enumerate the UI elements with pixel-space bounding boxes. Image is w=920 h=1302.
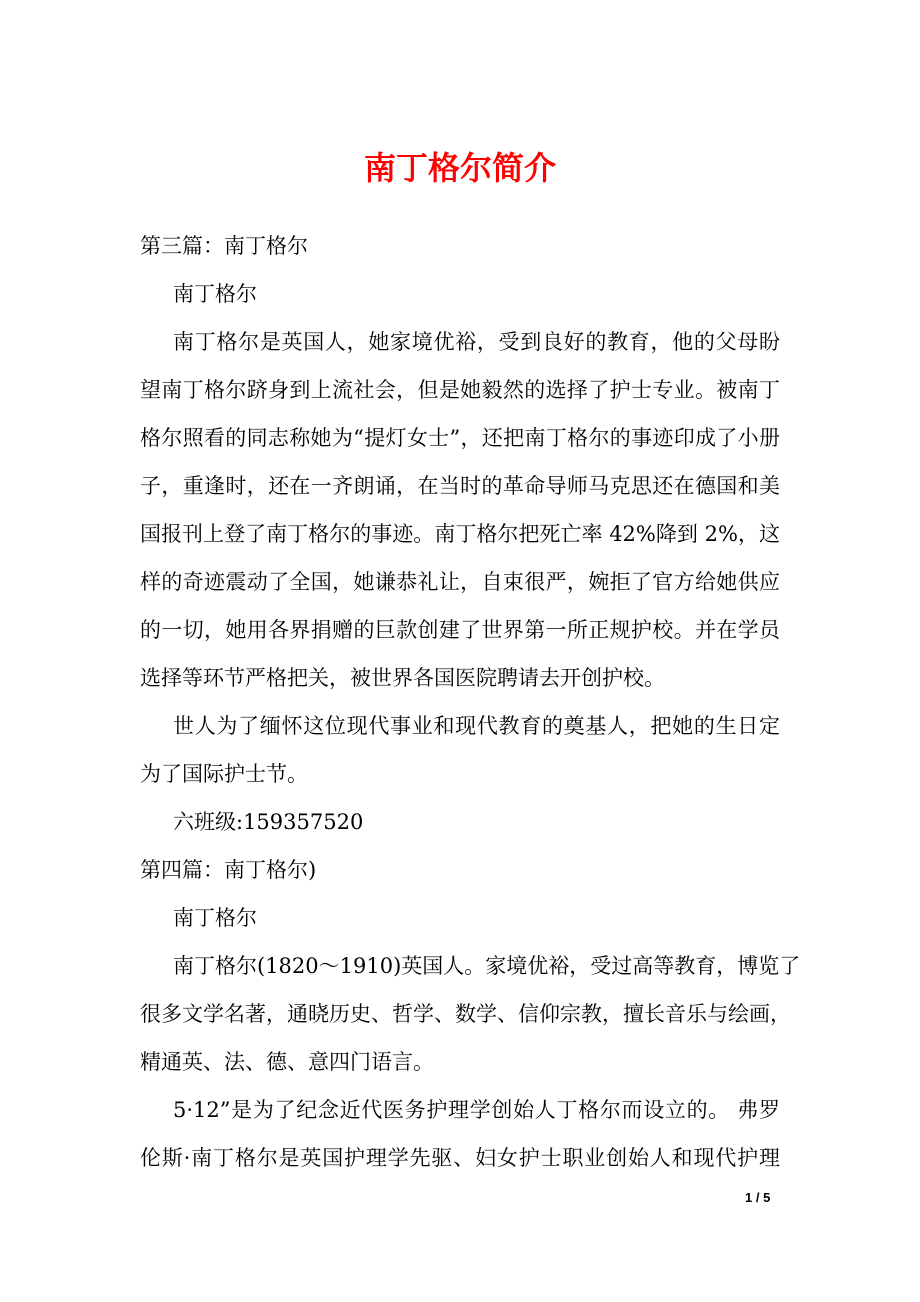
text-line: 南丁格尔 [173,906,257,930]
text-line: 5·12”是为了纪念近代医务护理学创始人丁格尔而设立的。 弗罗 [173,1098,780,1122]
text-line: 伦斯·南丁格尔是英国护理学先驱、妇女护士职业创始人和现代护理 [140,1146,780,1170]
text-line: 南丁格尔是英国人，她家境优裕，受到良好的教育，他的父母盼 [173,330,780,354]
text-line: 望南丁格尔跻身到上流社会，但是她毅然的选择了护士专业。被南丁 [140,378,780,402]
text-line: 南丁格尔 [173,282,257,306]
text-line: 南丁格尔(1820～1910)英国人。家境优裕，受过高等教育，博览了 [173,954,801,978]
text-line: 很多文学名著，通晓历史、哲学、数学、信仰宗教，擅长音乐与绘画， [140,1002,791,1026]
text-line: 第四篇：南丁格尔) [140,858,317,882]
document-body [140,222,801,1182]
text-line: 的一切，她用各界捐赠的巨款创建了世界第一所正规护校。并在学员 [140,618,780,642]
text-line: 世人为了缅怀这位现代事业和现代教育的奠基人，把她的生日定 [173,714,780,738]
document-title: 南丁格尔简介 [363,149,556,187]
page-number: 1 / 5 [745,1190,771,1205]
text-line: 选择等环节严格把关，被世界各国医院聘请去开创护校。 [140,666,665,690]
text-line: 第三篇：南丁格尔 [140,234,308,258]
text-line: 精通英、法、德、意四门语言。 [140,1050,434,1074]
text-line: 子，重逢时，还在一齐朗诵，在当时的革命导师马克思还在德国和美 [140,474,780,498]
text-line: 为了国际护士节。 [140,762,308,786]
text-line: 格尔照看的同志称她为“提灯女士”，还把南丁格尔的事迹印成了小册 [140,426,780,450]
text-line: 样的奇迹震动了全国，她谦恭礼让，自束很严，婉拒了官方给她供应 [140,570,780,594]
text-line: 国报刊上登了南丁格尔的事迹。南丁格尔把死亡率 42%降到 2%，这 [140,522,780,546]
text-line: 六班级:159357520 [173,810,364,834]
